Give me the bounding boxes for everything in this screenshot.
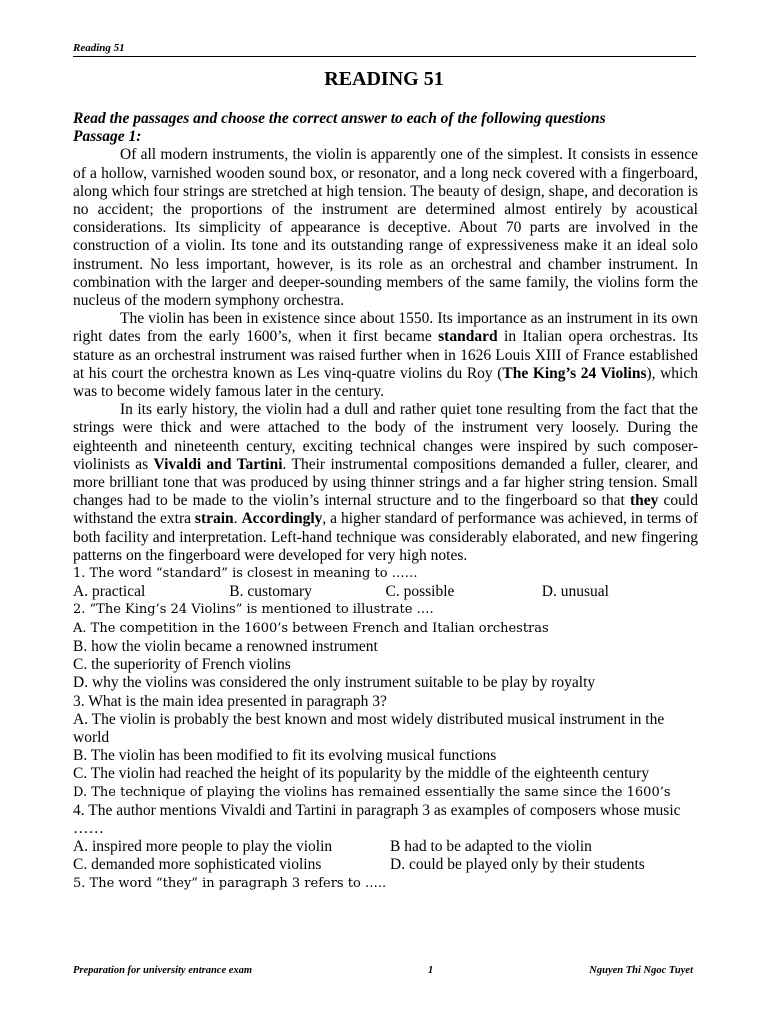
question-4-stem: 4. The author mentions Vivaldi and Tartini in paragraph 3 as examples of composers whose music ……	[73, 801, 681, 837]
option-3c: C. The violin had reached the height of its popularity by the middle of the eighteenth century	[73, 765, 650, 783]
question-2-stem: 2. “The King’s 24 Violins” is mentioned to illustrate ….	[73, 602, 434, 618]
paragraph-2	[73, 310, 698, 401]
option-3b: B. The violin has been modified to fit its evolving musical functions	[73, 747, 497, 765]
question-1-options	[73, 583, 698, 601]
paragraph-3-text: .	[233, 510, 242, 528]
option-2c: C. the superiority of French violins	[73, 656, 291, 674]
option-1d: D. unusual	[541, 583, 609, 601]
question-5-stem: 5. The word “they” in paragraph 3 refers to …..	[73, 875, 387, 891]
instructions: Read the passages and choose the correct answer to each of the following questions	[73, 110, 606, 127]
document-body	[73, 110, 698, 893]
option-4a: A. inspired more people to play the violin	[73, 838, 333, 856]
footer-left: Preparation for university entrance exam	[73, 965, 253, 976]
paragraph-3	[73, 401, 698, 565]
question-1-stem: 1. The word “standard” is closest in meaning to ……	[73, 566, 418, 582]
option-3a: A. The violin is probably the best known and most widely distributed musical instrument in the world	[73, 710, 665, 746]
footer-right: Nguyen Thi Ngoc Tuyet	[589, 965, 693, 976]
question-3-stem: 3. What is the main idea presented in paragraph 3?	[73, 692, 387, 710]
paragraph-3-text: , a higher standard of performance was achieved, in terms of both facility and interpretation. Left-hand technique was considerably elaborated, and new fingering patterns on the fingerboard were developed for very high notes.	[73, 510, 698, 564]
keyword-they: they	[629, 492, 659, 510]
header-rule	[73, 56, 696, 57]
running-head: Reading 51	[73, 42, 125, 54]
option-2b: B. how the violin became a renowned instrument	[73, 637, 378, 655]
question-4-options-row-1	[73, 838, 698, 856]
keyword-standard: standard	[438, 328, 498, 346]
passage-label: Passage 1:	[73, 128, 142, 146]
option-2d: D. why the violins was considered the only instrument suitable to be play by royalty	[73, 674, 596, 692]
keyword-vivaldi-tartini: Vivaldi and Tartini	[153, 455, 283, 473]
option-1b: B. customary	[229, 583, 312, 601]
keyword-strain: strain	[194, 510, 234, 528]
option-4b: B had to be adapted to the violin	[390, 838, 592, 856]
option-1a: A. practical	[73, 583, 146, 601]
page-footer	[73, 965, 693, 976]
paragraph-2-text: in Italian opera orchestras. Its stature as an orchestral instrument was raised further when in 1626 Louis XIII of France established at his court the orchestra known as Les vinq-quatre violins du Roy (	[73, 328, 698, 382]
page-title: READING 51	[324, 68, 444, 90]
keyword-accordingly: Accordingly	[241, 510, 323, 528]
paragraph-3-text: In its early history, the violin had a dull and rather quiet tone resulting from the fact that the strings were thick and were attached to the body of the instrument very loosely. During the eighteenth and nineteenth century, exciting technical changes were inspired by such composer-violinists as	[73, 401, 698, 473]
option-4d: D. could be played only by their students	[390, 856, 645, 874]
paragraph-2-text: ), which was to become widely famous later in the century.	[73, 364, 698, 401]
page-number: 1	[428, 965, 434, 976]
paragraph-1: Of all modern instruments, the violin is apparently one of the simplest. It consists in essence of a hollow, varnished wooden sound box, or resonator, and a long neck covered with a fingerboard, along which four strings are stretched at high tension. The beauty of design, shape, and decoration is no accident; the proportions of the instrument are determined almost entirely by acoustical considerations. Its simplicity of appearance is deceptive. About 70 parts are involved in the construction of a violin. Its tone and its outstanding range of expressiveness make it an ideal solo instrument. No less important, however, is its role as an orchestral and chamber instrument. In combination with the larger and deeper-sounding members of the same family, the violins form the nucleus of the modern symphony orchestra.	[73, 146, 698, 310]
option-3d: D. The technique of playing the violins has remained essentially the same since the 1600’s	[73, 784, 671, 800]
option-4c: C. demanded more sophisticated violins	[73, 856, 322, 874]
paragraph-2-text: The violin has been in existence since about 1550. Its importance as an instrument in its own right dates from the early 1600’s, when it first became	[73, 310, 698, 346]
paragraph-3-text: could withstand the extra	[73, 492, 698, 528]
option-1c: C. possible	[385, 583, 455, 601]
question-4-options-row-2	[73, 856, 698, 874]
option-2a: A. The competition in the 1600’s between French and Italian orchestras	[73, 620, 549, 636]
keyword-kings-violins: The King’s 24 Violins	[502, 364, 647, 382]
paragraph-3-text: . Their instrumental compositions demanded a fuller, clearer, and more brilliant tone that was produced by using thinner strings and a far higher string tension. Small changes had to be made to the violin’s internal structure and to the fingerboard so that	[73, 455, 698, 510]
